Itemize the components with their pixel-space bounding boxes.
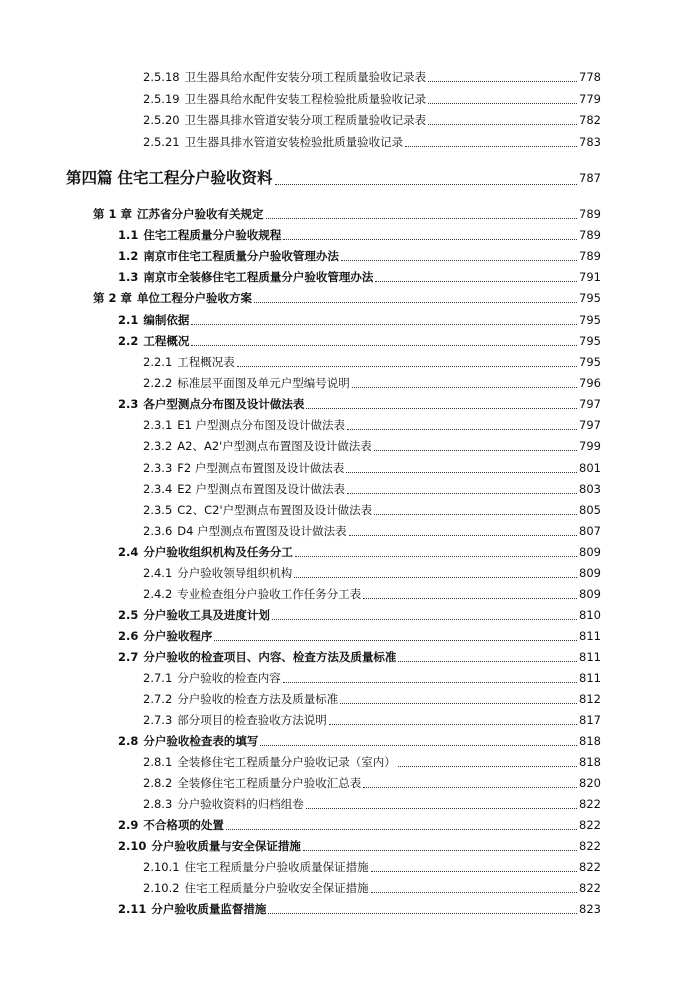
toc-chapter-1	[93, 207, 601, 222]
toc-title: 住宅工程质量分户验收质量保证措施	[184, 860, 369, 874]
toc-entry-1-3	[118, 270, 601, 285]
toc-page-number: 791	[579, 270, 601, 284]
toc-entry-2-2	[118, 334, 601, 349]
toc-title: 住宅工程质量分户验收规程	[143, 228, 282, 242]
toc-page-number: 789	[579, 249, 601, 263]
toc-number: 2.9	[118, 818, 139, 832]
toc-title: 工程概况表	[177, 355, 235, 369]
toc-entry-2-3-5	[143, 503, 601, 518]
dot-leader	[374, 514, 577, 515]
toc-entry-2-3-1	[143, 418, 601, 433]
dot-leader	[340, 703, 577, 704]
toc-title: 分户验收领导组织机构	[177, 566, 293, 580]
toc-title: 南京市全装修住宅工程质量分户验收管理办法	[143, 270, 374, 284]
toc-page-number: 822	[579, 797, 601, 811]
toc-entry-2-5	[118, 608, 601, 623]
toc-number: 2.5.18	[143, 70, 180, 84]
dot-leader	[306, 408, 577, 409]
dot-leader	[428, 103, 577, 104]
toc-title: 分户验收检查表的填写	[143, 734, 259, 748]
toc-number: 第 2 章	[93, 291, 133, 305]
toc-title: 分户验收的检查内容	[177, 671, 281, 685]
toc-number: 2.3.2	[143, 439, 173, 453]
toc-chapter-2	[93, 291, 601, 306]
toc-title: 南京市住宅工程质量分户验收管理办法	[143, 249, 339, 263]
toc-title: 住宅工程分户验收资料	[117, 169, 273, 187]
dot-leader	[371, 892, 577, 893]
toc-title: E1 户型测点分布图及设计做法表	[177, 418, 346, 432]
toc-entry-2-8-3	[143, 797, 601, 812]
toc-page-number: 779	[579, 92, 601, 106]
dot-leader	[405, 146, 577, 147]
toc-entry-2-8-2	[143, 776, 601, 791]
toc-number: 2.3.1	[143, 418, 173, 432]
dot-leader	[371, 871, 577, 872]
toc-page-number: 820	[579, 776, 601, 790]
toc-number: 2.7.1	[143, 671, 173, 685]
toc-number: 1.3	[118, 270, 139, 284]
toc-entry-2-1	[118, 313, 601, 328]
toc-title: 全装修住宅工程质量分户验收记录（室内）	[177, 755, 396, 769]
toc-title: A2、A2'户型测点布置图及设计做法表	[177, 439, 372, 453]
toc-number: 2.4.2	[143, 587, 173, 601]
dot-leader	[428, 124, 577, 125]
dot-leader	[363, 787, 577, 788]
toc-page-number: 795	[579, 334, 601, 348]
toc-number: 2.3.4	[143, 482, 173, 496]
dot-leader	[283, 239, 577, 240]
toc-entry-2-3	[118, 397, 601, 412]
toc-entry-2-5-18	[143, 70, 601, 85]
dot-leader	[295, 556, 577, 557]
toc-page-number: 818	[579, 755, 601, 769]
toc-entry-2-6	[118, 629, 601, 644]
toc-page-number: 796	[579, 376, 601, 390]
dot-leader	[398, 661, 577, 662]
toc-page-number: 812	[579, 692, 601, 706]
toc-page-number: 782	[579, 113, 601, 127]
toc-entry-2-5-20	[143, 113, 601, 128]
toc-number: 1.1	[118, 228, 139, 242]
dot-leader	[214, 640, 577, 641]
toc-title: 各户型测点分布图及设计做法表	[143, 397, 305, 411]
dot-leader	[428, 81, 577, 82]
toc-number: 2.8	[118, 734, 139, 748]
toc-entry-2-7-2	[143, 692, 601, 707]
toc-entry-2-11	[118, 902, 601, 917]
toc-title: 工程概况	[143, 334, 190, 348]
toc-page-number: 805	[579, 503, 601, 517]
toc-title: E2 户型测点布置图及设计做法表	[177, 482, 346, 496]
toc-title: 编制依据	[143, 313, 190, 327]
toc-number: 2.4	[118, 545, 139, 559]
toc-entry-2-3-2	[143, 439, 601, 454]
toc-page-number: 795	[579, 291, 601, 305]
toc-number: 2.3.6	[143, 524, 173, 538]
toc-title: 分户验收的检查方法及质量标准	[177, 692, 339, 706]
dot-leader	[191, 345, 577, 346]
toc-number: 2.11	[118, 902, 147, 916]
toc-page-number: 807	[579, 524, 601, 538]
toc-entry-2-7	[118, 650, 601, 665]
toc-page-number: 817	[579, 713, 601, 727]
toc-number: 2.5.19	[143, 92, 180, 106]
toc-page-number: 783	[579, 135, 601, 149]
dot-leader	[226, 829, 577, 830]
toc-title: 卫生器具给水配件安装分项工程质量验收记录表	[184, 70, 427, 84]
toc-part-4	[66, 168, 601, 188]
toc-number: 2.2.2	[143, 376, 173, 390]
toc-number: 2.8.2	[143, 776, 173, 790]
toc-page-number: 809	[579, 566, 601, 580]
toc-title: 分户验收质量与安全保证措施	[151, 839, 301, 853]
toc-entry-1-1	[118, 228, 601, 243]
toc-number: 2.8.1	[143, 755, 173, 769]
toc-page-number: 811	[579, 650, 601, 664]
toc-page-number: 789	[579, 228, 601, 242]
toc-entry-2-3-3	[143, 461, 601, 476]
toc-page-number: 795	[579, 355, 601, 369]
dot-leader	[260, 745, 577, 746]
toc-number: 2.5.20	[143, 113, 180, 127]
toc-page-number: 801	[579, 461, 601, 475]
toc-entry-2-4-2	[143, 587, 601, 602]
toc-title: 分户验收的检查项目、内容、检查方法及质量标准	[143, 650, 397, 664]
dot-leader	[347, 429, 577, 430]
toc-number: 2.8.3	[143, 797, 173, 811]
toc-number: 2.3	[118, 397, 139, 411]
toc-number: 2.3.3	[143, 461, 173, 475]
toc-number: 2.7.2	[143, 692, 173, 706]
toc-title: D4 户型测点布置图及设计做法表	[177, 524, 347, 538]
toc-page-number: 809	[579, 545, 601, 559]
dot-leader	[341, 260, 577, 261]
toc-page-number: 811	[579, 671, 601, 685]
toc-page-number: 818	[579, 734, 601, 748]
toc-page-number: 787	[579, 171, 601, 185]
toc-title: 不合格项的处置	[143, 818, 224, 832]
toc-number: 2.7.3	[143, 713, 173, 727]
toc-title: 部分项目的检查验收方法说明	[177, 713, 327, 727]
dot-leader	[266, 218, 577, 219]
toc-number: 第 1 章	[93, 207, 133, 221]
toc-title: 标准层平面图及单元户型编号说明	[177, 376, 350, 390]
dot-leader	[306, 808, 577, 809]
toc-title: 住宅工程质量分户验收安全保证措施	[184, 881, 369, 895]
toc-entry-2-5-19	[143, 92, 601, 107]
toc-entry-2-10	[118, 839, 601, 854]
toc-number: 2.10.2	[143, 881, 180, 895]
toc-entry-2-3-4	[143, 482, 601, 497]
toc-number: 第四篇	[66, 169, 113, 187]
toc-number: 2.2.1	[143, 355, 173, 369]
toc-title: 分户验收质量监督措施	[151, 902, 267, 916]
toc-title: 全装修住宅工程质量分户验收汇总表	[177, 776, 362, 790]
dot-leader	[275, 184, 577, 185]
dot-leader	[329, 724, 577, 725]
toc-title: 单位工程分户验收方案	[137, 291, 253, 305]
toc-entry-2-10-2	[143, 881, 601, 896]
toc-title: 卫生器具给水配件安装工程检验批质量验收记录	[184, 92, 427, 106]
dot-leader	[346, 472, 577, 473]
toc-entry-2-7-1	[143, 671, 601, 686]
toc-page-number: 823	[579, 902, 601, 916]
toc-page-number: 810	[579, 608, 601, 622]
toc-page-number: 809	[579, 587, 601, 601]
toc-page-number: 799	[579, 439, 601, 453]
toc-entry-2-2-1	[143, 355, 601, 370]
dot-leader	[398, 766, 577, 767]
toc-page-number: 822	[579, 839, 601, 853]
toc-entry-2-9	[118, 818, 601, 833]
toc-number: 2.10	[118, 839, 147, 853]
dot-leader	[237, 366, 577, 367]
toc-page-number: 822	[579, 860, 601, 874]
toc-page-number: 795	[579, 313, 601, 327]
toc-page-number: 778	[579, 70, 601, 84]
dot-leader	[352, 387, 577, 388]
dot-leader	[349, 535, 577, 536]
dot-leader	[363, 598, 577, 599]
toc-number: 2.2	[118, 334, 139, 348]
toc-entry-2-8	[118, 734, 601, 749]
dot-leader	[191, 324, 577, 325]
toc-number: 2.10.1	[143, 860, 180, 874]
toc-page-number: 822	[579, 818, 601, 832]
toc-entry-2-7-3	[143, 713, 601, 728]
toc-page-number: 789	[579, 207, 601, 221]
toc-number: 2.3.5	[143, 503, 173, 517]
toc-number: 1.2	[118, 249, 139, 263]
dot-leader	[303, 850, 577, 851]
toc-page-number: 797	[579, 418, 601, 432]
toc-page-number: 811	[579, 629, 601, 643]
toc-entry-2-4	[118, 545, 601, 560]
dot-leader	[374, 450, 577, 451]
dot-leader	[272, 619, 577, 620]
toc-page-number: 797	[579, 397, 601, 411]
dot-leader	[294, 577, 577, 578]
toc-number: 2.4.1	[143, 566, 173, 580]
toc-title: 分户验收工具及进度计划	[143, 608, 270, 622]
toc-entry-2-10-1	[143, 860, 601, 875]
toc-title: 卫生器具排水管道安装检验批质量验收记录	[184, 135, 404, 149]
dot-leader	[254, 302, 577, 303]
toc-title: 专业检查组分户验收工作任务分工表	[177, 587, 362, 601]
toc-title: 分户验收资料的归档组卷	[177, 797, 304, 811]
dot-leader	[375, 281, 577, 282]
dot-leader	[283, 682, 577, 683]
toc-title: 江苏省分户验收有关规定	[137, 207, 264, 221]
toc-title: F2 户型测点布置图及设计做法表	[177, 461, 345, 475]
toc-number: 2.7	[118, 650, 139, 664]
toc-number: 2.5.21	[143, 135, 180, 149]
dot-leader	[268, 913, 577, 914]
toc-title: C2、C2'户型测点布置图及设计做法表	[177, 503, 373, 517]
toc-title: 分户验收程序	[143, 629, 213, 643]
toc-entry-2-8-1	[143, 755, 601, 770]
toc-entry-1-2	[118, 249, 601, 264]
toc-page-number: 803	[579, 482, 601, 496]
toc-title: 卫生器具排水管道安装分项工程质量验收记录表	[184, 113, 427, 127]
toc-entry-2-2-2	[143, 376, 601, 391]
toc-page-number: 822	[579, 881, 601, 895]
toc-number: 2.6	[118, 629, 139, 643]
toc-number: 2.1	[118, 313, 139, 327]
toc-entry-2-5-21	[143, 135, 601, 150]
toc-entry-2-3-6	[143, 524, 601, 539]
toc-number: 2.5	[118, 608, 139, 622]
toc-entry-2-4-1	[143, 566, 601, 581]
toc-title: 分户验收组织机构及任务分工	[143, 545, 293, 559]
dot-leader	[347, 493, 577, 494]
